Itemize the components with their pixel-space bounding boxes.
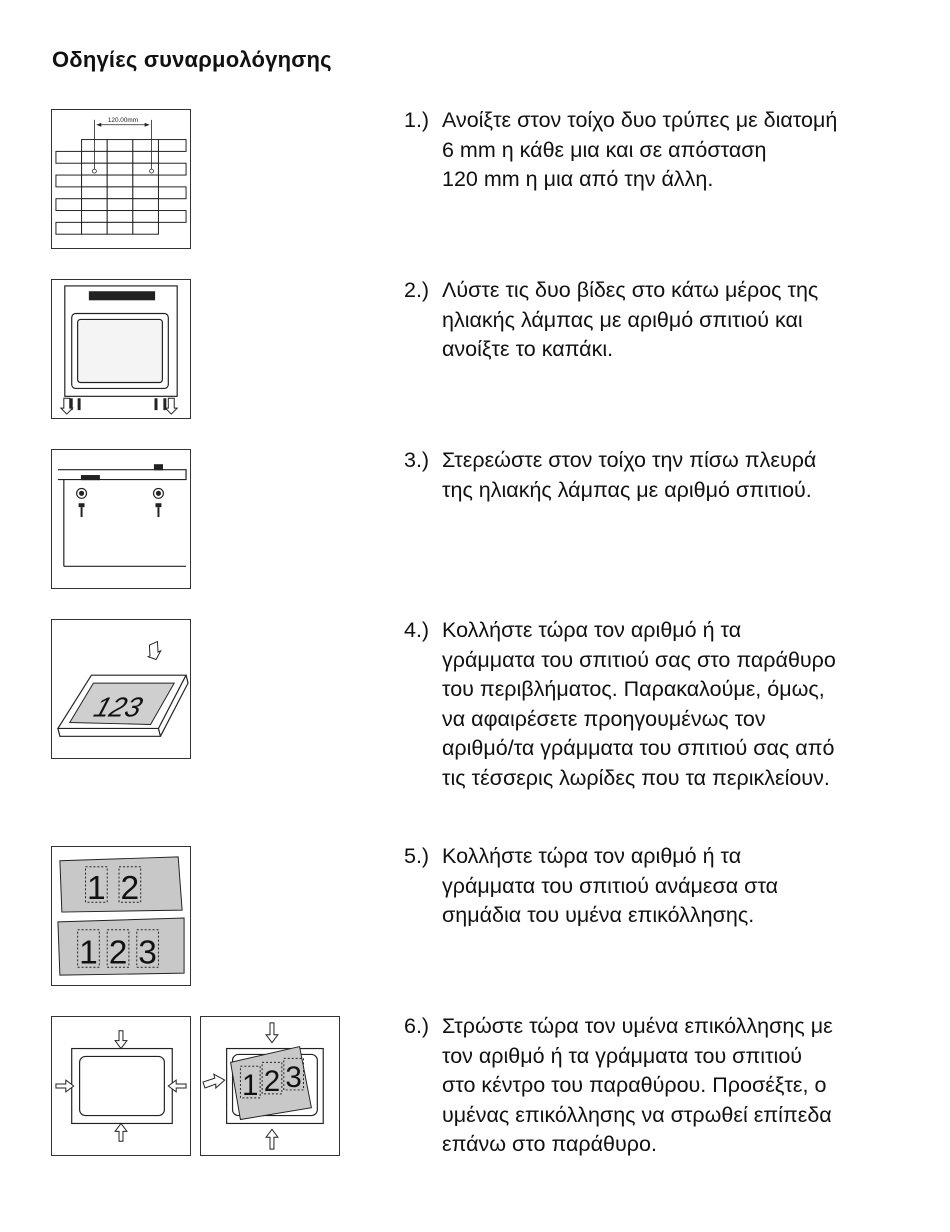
step-text: [442, 276, 912, 365]
step-line: αριθμό/τα γράμματα του σπιτιού σας από: [442, 736, 835, 760]
step-line: τον αριθμό ή τα γράμματα του σπιτιού: [442, 1043, 803, 1068]
figure-window-center: [51, 1016, 191, 1156]
step-number: 4.): [404, 618, 430, 642]
step-line: ηλιακής λάμπας με αριθμό σπιτιού και: [442, 307, 803, 332]
step-line: ανοίξτε το καπάκι.: [442, 337, 614, 361]
film-applied-illustration: [201, 1017, 339, 1155]
page-title: Οδηγίες συναρμολόγησης: [52, 47, 332, 72]
step-line: να αφαιρέσετε προηγουμένως τον: [442, 706, 766, 731]
film-digit: 2: [263, 1064, 281, 1098]
step-line: Στρώστε τώρα τον υμένα επικόλλησης με: [442, 1014, 833, 1038]
figure-number-plate: [51, 619, 191, 759]
step-line: του περιβλήματος. Παρακαλούμε, όμως,: [442, 677, 825, 701]
number-plate-illustration: [52, 620, 190, 758]
step-line: 120 mm η μια από την άλλη.: [442, 167, 714, 191]
film-digit: 1: [242, 1068, 259, 1102]
adhesive-film-illustration: [52, 847, 190, 985]
film-digit: 2: [108, 934, 128, 972]
step-line: 6 mm η κάθε μια και σε απόσταση: [442, 137, 767, 162]
figure-mount-backplate: [51, 449, 191, 589]
step-line: Λύστε τις δυο βίδες στο κάτω μέρος της: [442, 278, 819, 302]
step-line: τις τέσσερις λωρίδες που τα περικλείουν.: [442, 765, 830, 790]
step-text: [442, 842, 912, 931]
step-line: γράμματα του σπιτιού ανάμεσα στα: [442, 873, 779, 898]
step-text: [442, 616, 912, 793]
step-number: 5.): [404, 844, 430, 868]
step-line: της ηλιακής λάμπας με αριθμό σπιτιού.: [442, 477, 812, 502]
step-line: Κολλήστε τώρα τον αριθμό ή τα: [442, 844, 742, 868]
step-line: σημάδια του υμένα επικόλλησης.: [442, 903, 755, 927]
step-number: 1.): [404, 108, 430, 132]
backplate-illustration: [52, 450, 190, 588]
brick-wall-illustration: [52, 110, 190, 248]
film-digit: 2: [120, 870, 140, 908]
film-digit: 3: [285, 1060, 302, 1094]
step-line: υμένας επικόλλησης να στρωθεί επίπεδα: [442, 1102, 832, 1127]
window-arrows-illustration: [52, 1017, 190, 1155]
figure-remove-screws: [51, 279, 191, 419]
step-line: Στερεώστε στον τοίχο την πίσω πλευρά: [442, 448, 817, 472]
step-number: 3.): [404, 448, 430, 472]
plate-number: 123: [90, 691, 147, 723]
film-digit: 1: [79, 934, 98, 972]
film-digit: 1: [87, 870, 106, 908]
step-text: [442, 106, 912, 195]
figure-film-applied: [200, 1016, 340, 1156]
step-number: 2.): [404, 278, 430, 302]
step-text: [442, 1012, 912, 1160]
step-line: στο κέντρο του παραθύρου. Προσέξτε, ο: [442, 1073, 827, 1097]
film-digit: 3: [138, 934, 157, 972]
dimension-label: 120.00mm: [107, 116, 139, 124]
lamp-housing-illustration: [52, 280, 190, 418]
step-line: Κολλήστε τώρα τον αριθμό ή τα: [442, 618, 742, 642]
step-number: 6.): [404, 1014, 430, 1038]
step-line: επάνω στο παράθυρο.: [442, 1132, 657, 1156]
step-text: [442, 446, 912, 505]
figure-drill-holes: [51, 109, 191, 249]
step-line: γράμματα του σπιτιού σας στο παράθυρο: [442, 647, 836, 672]
step-line: Ανοίξτε στον τοίχο δυο τρύπες με διατομή: [442, 108, 838, 132]
figure-adhesive-film: [51, 846, 191, 986]
